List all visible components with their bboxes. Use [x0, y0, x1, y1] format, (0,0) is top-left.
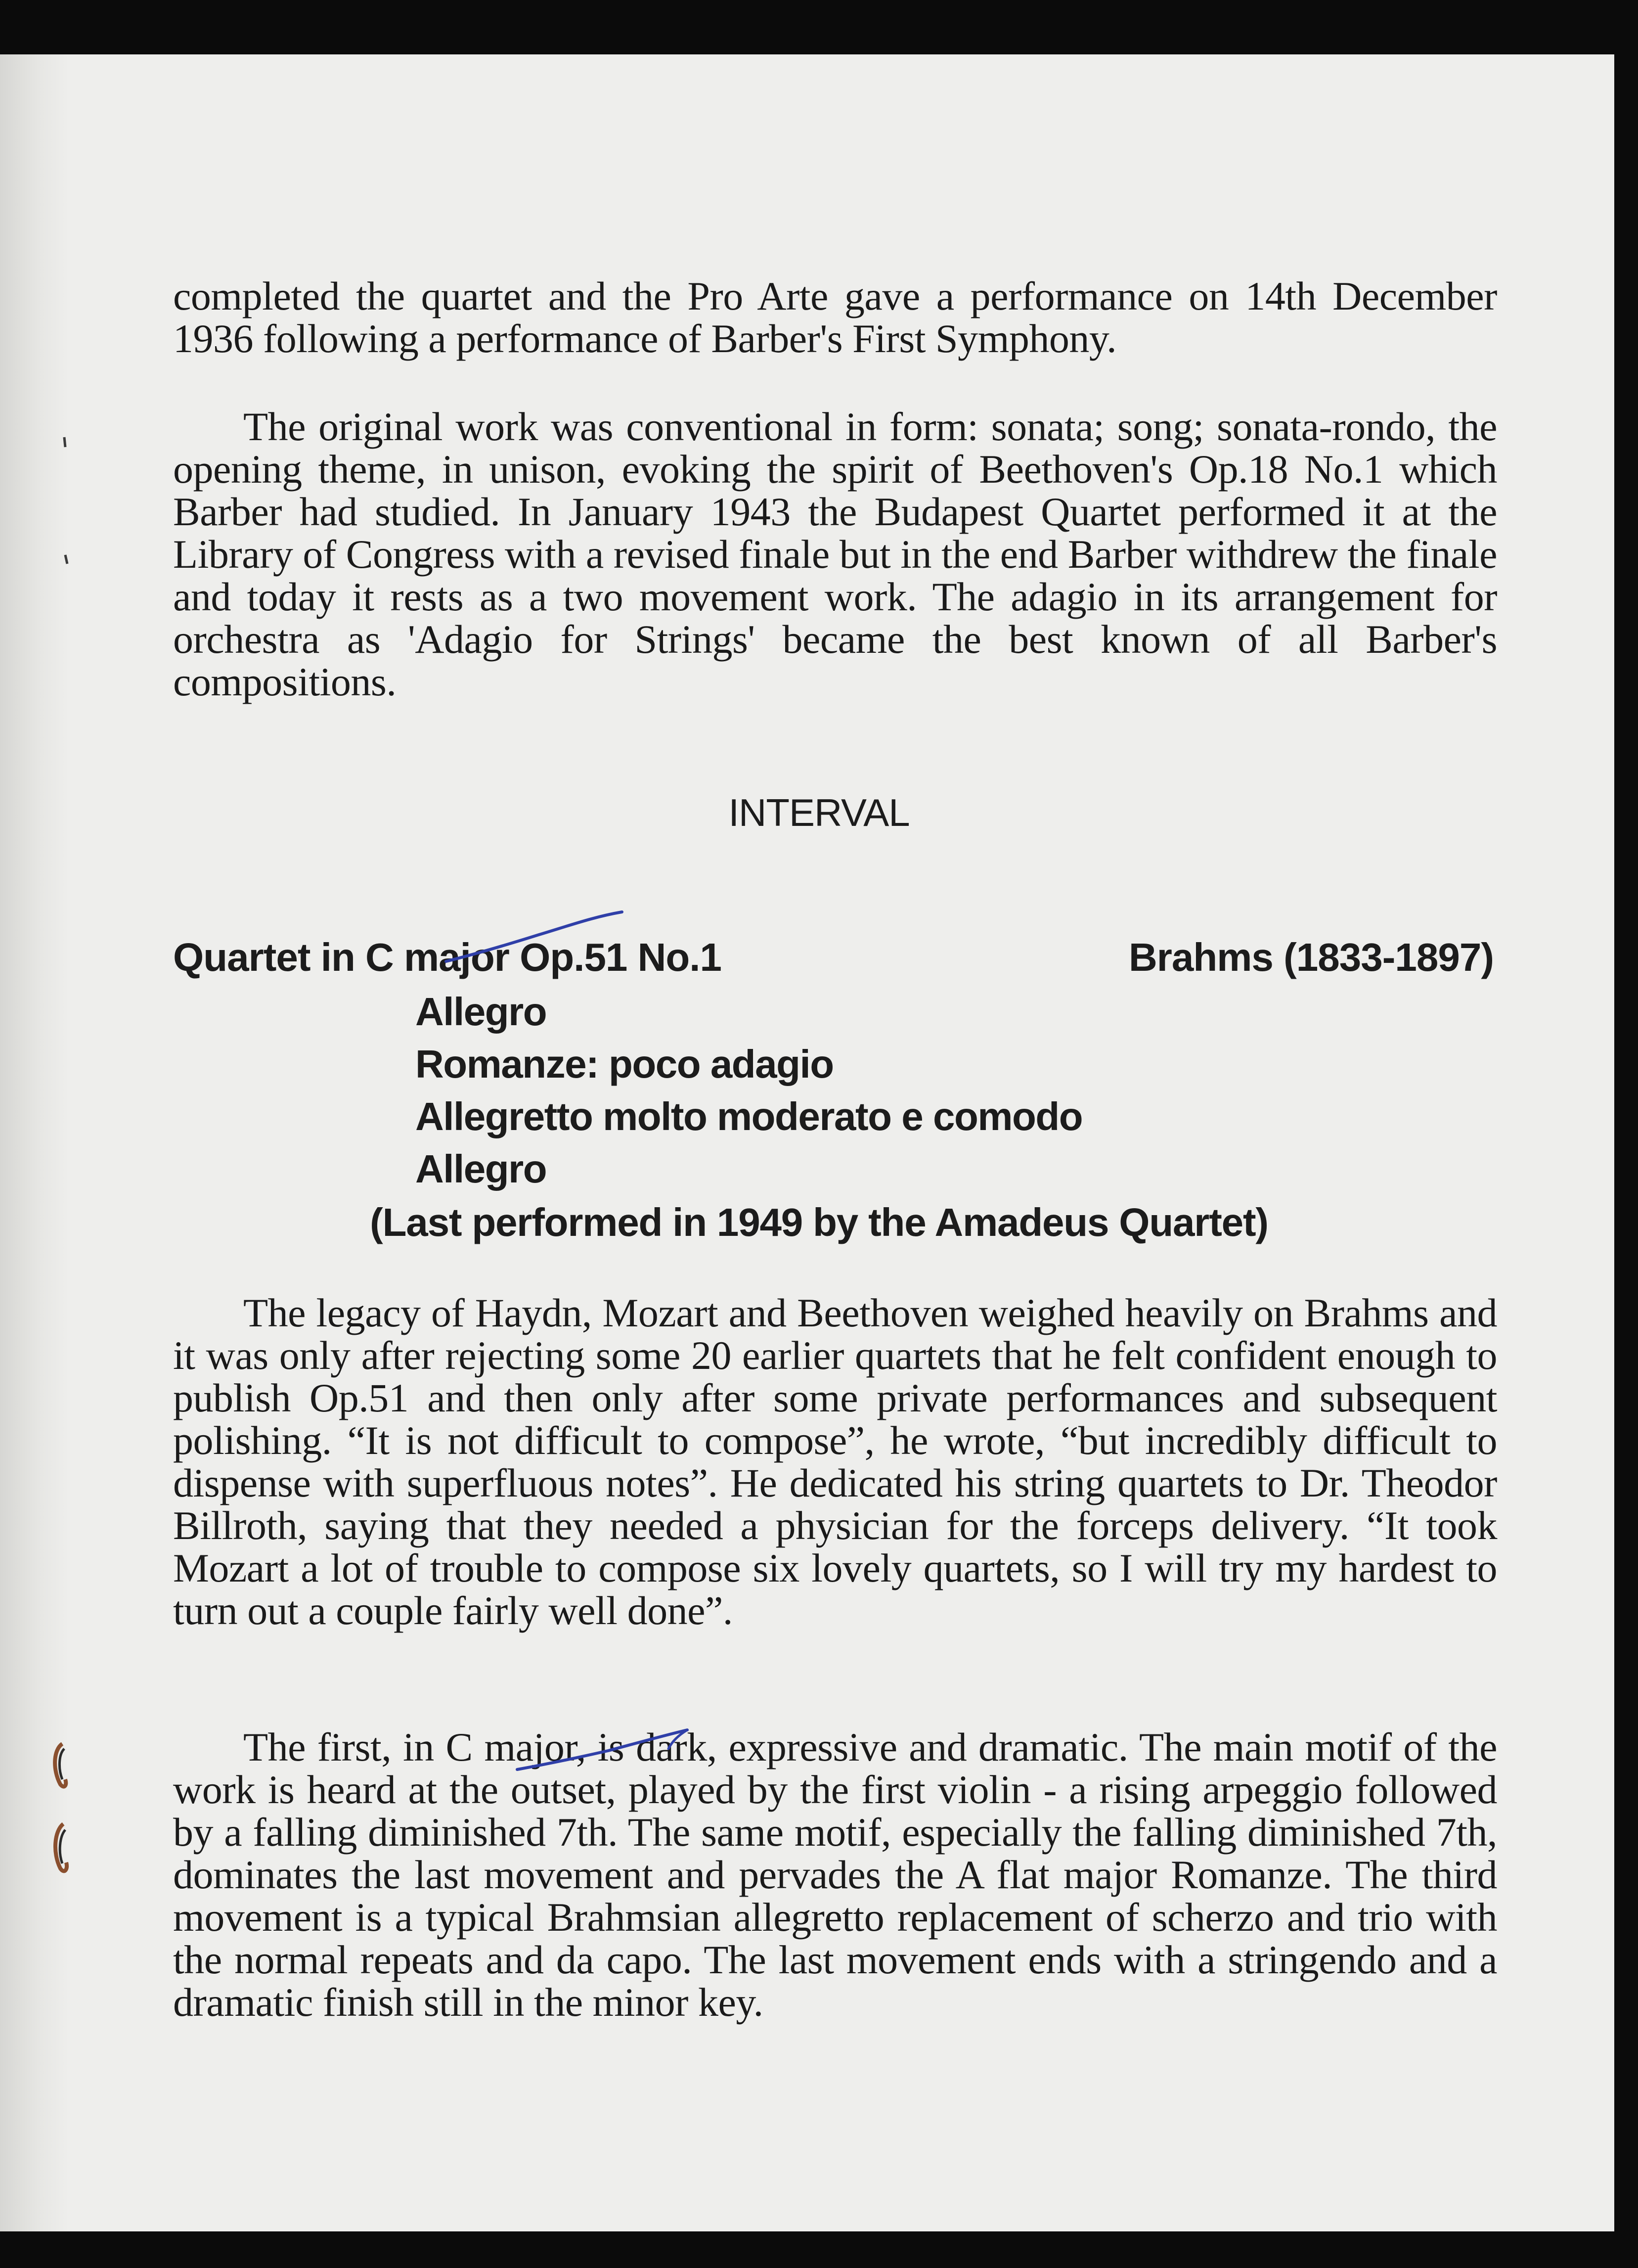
- pen-strike-paragraph: [514, 1721, 702, 1775]
- paragraph-barber-completion: completed the quartet and the Pro Arte gave a performance on 14th December 1936 following a performance of Barber's First Symphony.: [173, 273, 1497, 361]
- interval-heading: INTERVAL: [728, 791, 910, 834]
- performance-history-note: (Last performed in 1949 by the Amadeus Quartet): [370, 1200, 1268, 1244]
- pen-strike-title: [440, 910, 628, 969]
- staple-mark-bottom: [47, 1820, 77, 1879]
- paragraph-barber-original-work: The original work was conventional in form: sonata; song; sonata-rondo, the opening theme, in unison, evoking the spirit of Beethoven's Op.18 No.1 which Barber had studied. In January 1943 the Budapest Quartet performed it at the Library of Congress with a revised finale but in the end Barber withdrew the finale and today it rests as a two movement work. The adagio in its arrangement for orchestra as 'Adagio for Strings' became the best known of all Barber's compositions.: [173, 404, 1497, 704]
- spine-shadow: [0, 54, 69, 2231]
- paragraph-brahms-legacy: The legacy of Haydn, Mozart and Beethoven weighed heavily on Brahms and it was only after rejecting some 20 earlier quartets that he felt confident enough to publish Op.51 and then only after some private performances and subsequent polishing. “It is not difficult to compose”, he wrote, “but incredibly difficult to dispense with superfluous notes”. He dedicated his string quartets to Dr. Theodor Billroth, saying that they needed a physician for the forceps delivery. “It took Mozart a lot of trouble to compose six lovely quartets, so I will try my hardest to turn out a couple fairly well done”.: [173, 1290, 1497, 1633]
- movement-2: Romanze: poco adagio: [415, 1042, 834, 1086]
- movement-4: Allegro: [415, 1147, 547, 1191]
- work-title: Quartet in C major Op.51 No.1: [173, 935, 722, 979]
- movement-1: Allegro: [415, 990, 547, 1034]
- staple-mark-top: [47, 1740, 77, 1794]
- edge-tick-1: [59, 435, 69, 450]
- paragraph-brahms-first-quartet: The first, in C major, is dark, expressive and dramatic. The main motif of the work is heard at the outset, played by the first violin - a rising arpeggio followed by a falling diminished 7th. The same motif, especially the falling diminished 7th, dominates the last movement and pervades the A flat major Romanze. The third movement is a typical Brahmsian allegretto replacement of scherzo and trio with the normal repeats and da capo. The last movement ends with a stringendo and a dramatic finish still in the minor key.: [173, 1724, 1497, 2025]
- edge-tick-2: [61, 553, 71, 568]
- composer-name: Brahms (1833-1897): [1129, 935, 1494, 979]
- movement-3: Allegretto molto moderato e comodo: [415, 1094, 1083, 1138]
